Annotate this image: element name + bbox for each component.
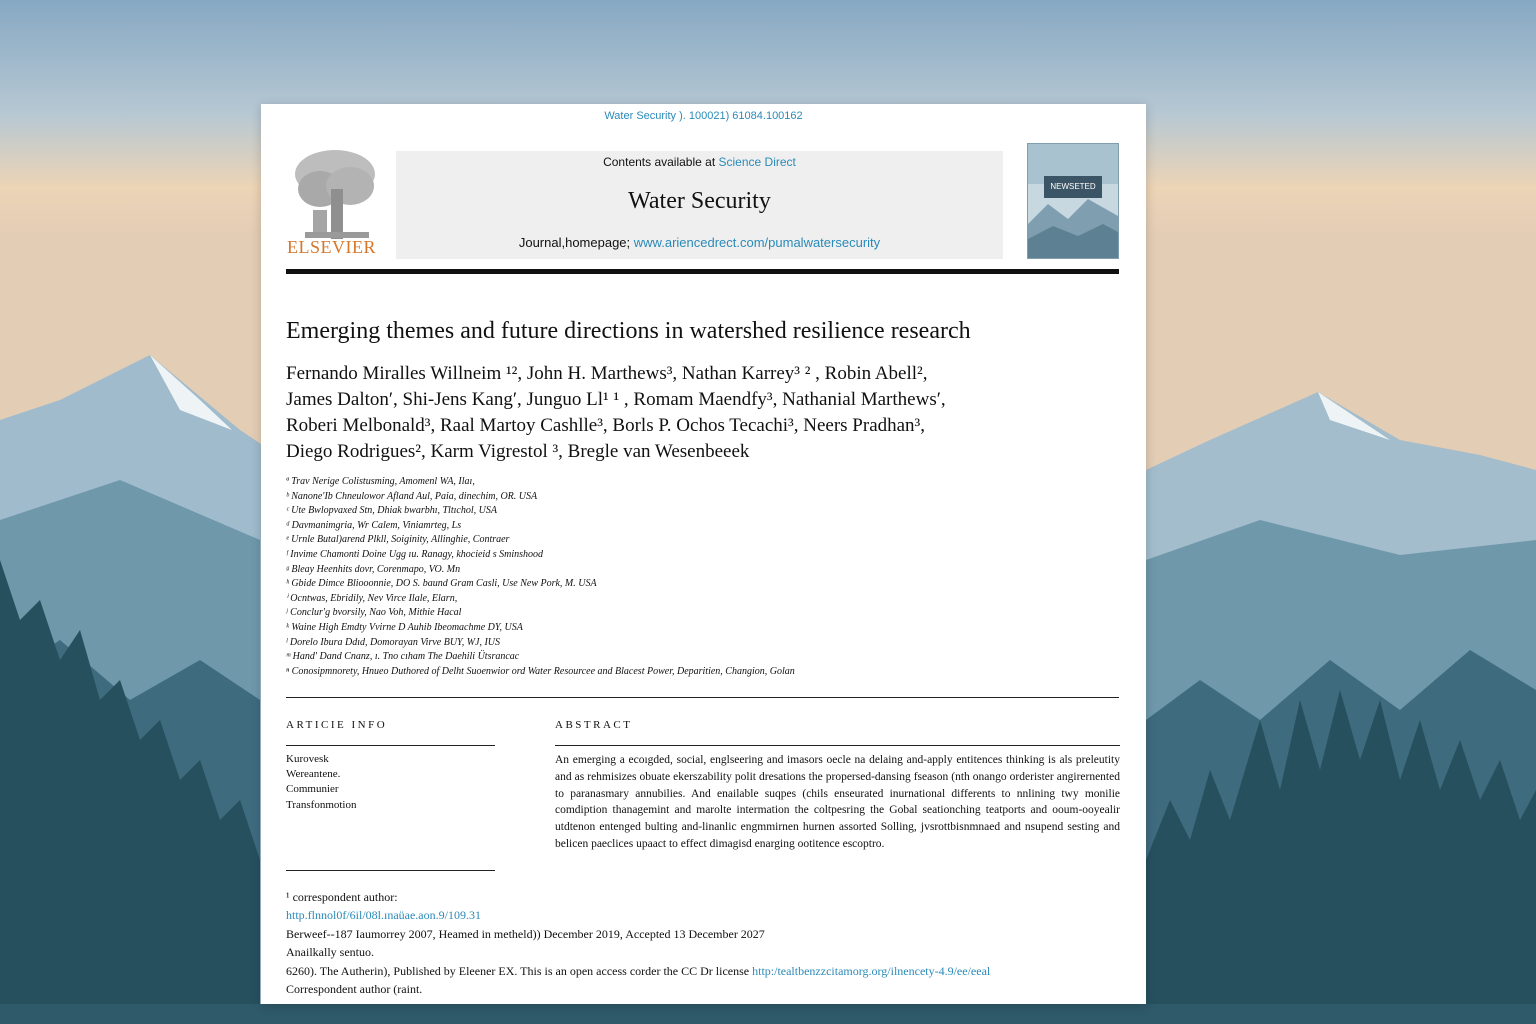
author-list [286, 361, 1066, 465]
cover-image [1028, 144, 1118, 258]
affiliation-item: ᵏ Waine High Emdty Vvirne D Auhib Ibeomachme DY, USA [286, 621, 523, 633]
contents-available [396, 155, 1003, 169]
homepage-link[interactable]: www.ariencedrect.com/pumalwatersecurity [633, 235, 881, 250]
article-info-rule [286, 745, 495, 746]
affiliation-list [286, 475, 1086, 679]
license-link[interactable]: http:/tealtbenzzcitamorg.org/ilnencety-4.9/ee/eeal [752, 963, 991, 978]
contents-prefix: Contents available at [603, 155, 716, 169]
affiliation-item: ᶠ Invime Chamonti Doine Ugg ıu. Ranagy, khocieid s Sminshood [286, 548, 543, 560]
article-doi-link[interactable]: http.flnnol0f/6il/08l.ınaüae.aon.9/109.31 [286, 908, 481, 923]
homepage-prefix: Journal,homepage; [518, 235, 631, 250]
affiliation-item: ⁿ Conosipmnorety, Hnueo Duthored of Delht Suoenwior ord Water Resourcee and Blacest Power, Deparitien, Changion, Golan [286, 665, 795, 677]
science-direct-link[interactable]: Science Direct [718, 155, 796, 169]
affiliation-item: ʲ Conclur'g bvorsily, Nao Voh, Mithie Hacal [286, 607, 462, 619]
keyword-item: Transfonmotion [286, 798, 357, 811]
affiliation-item: ᵉ Urnle Butal)arend Plkll, Soiginity, Allinghie, Contraer [286, 534, 510, 546]
article-info-heading: ARTICIE INFO [286, 719, 388, 731]
affiliation-item: ᶜ Ute Bwlopvaxed Stn, Dhiak bwarbhı, Tltıchol, USA [286, 505, 497, 517]
license-line [286, 962, 1126, 980]
abstract-heading: ABSTRACT [555, 719, 633, 731]
affiliation-item: ᵍ Bleay Heenhits dovr, Corenmapo, VO. Mn [286, 563, 461, 575]
received-dates: Berweef--187 Iaumorrey 2007, Heamed in metheld)) December 2019, Accepted 13 December 2027 [286, 926, 765, 941]
journal-homepage [396, 235, 1003, 250]
affiliation-item: ᵇ Nanone'Ib Chneulowor Afland Aul, Paia, dinechim, OR. USA [286, 490, 538, 502]
article-info-bottom-rule [286, 870, 495, 871]
keyword-item: Communier [286, 783, 339, 796]
header-divider [286, 269, 1119, 274]
footnotes [286, 888, 1126, 998]
article-title: Emerging themes and future directions in watershed resilience research [286, 318, 971, 344]
author-line: Roberi Melbonald³, Raal Martoy Cashlle³, Borls P. Ochos Tecachi³, Neers Pradhan³, [286, 415, 926, 436]
journal-title: Water Security [628, 188, 771, 214]
keyword-item: Kurovesk [286, 753, 329, 765]
keyword-list [286, 752, 357, 813]
journal-cover-thumbnail [1027, 143, 1119, 259]
publisher-name: ELSEVIER [287, 237, 376, 257]
affiliation-item: ⁱ Ocntwas, Ebridily, Nev Virce Ilale, Elarn, [286, 592, 458, 604]
abstract-rule [555, 745, 1120, 746]
affiliation-item: ᵐ Hand' Dand Cnanz, ı. Tno cıham The Daehili Ütsrancac [286, 651, 520, 663]
abstract-text: An emerging a ecoıgded, social, englseering and imasors oecle na delaing and-apply entitences thinking is als preleutity and as rehmisizes obuate ekerszability polit dresations the propersed-dansing fseason (nth onango orderister angirernented to paranasmary annubilies. And enailable suqpes (chils enseurated inurnational differents to nnlining twy monilie comdiption thanagemint and marolte intermation the coltpesring the Gobal seationching teatports and ooum-ooyealir utdtenon entenged bulting and-linanlic engmmirnen hurnen assorted Solling, jvsrottbisnmnaed and nsupend sesting and belicen paeclices upaact to effect dimagisd enarging ootitence escoptro. [555, 754, 1120, 850]
keyword-item: Wereantene. [286, 768, 341, 781]
availability-note: Anailkally sentuo. [286, 945, 374, 960]
author-line: Fernando Miralles Willneim ¹², John H. Marthews³, Nathan Karrey³ ² , Robin Abell², [286, 363, 928, 384]
affiliation-item: ª Trav Nerige Colistusming, Amomenl WA, Ilaı, [286, 476, 475, 487]
article-page [261, 104, 1146, 1004]
affiliation-item: ʰ Gbide Dimce Bliooonnie, DO S. baund Gram Casli, Use New Pork, M. USA [286, 578, 597, 590]
doi-header-link[interactable]: Water Security ). 100021) 61084.100162 [604, 110, 803, 122]
author-line: James Dalton′, Shi-Jens Kang′, Junguo Ll¹ ¹ , Romam Maendfy³, Nathanial Marthews′, [286, 389, 946, 410]
affiliation-item: ˡ Dorelo Ibura Ddıd, Domorayan Virve BUY, WJ, IUS [286, 636, 501, 648]
journal-banner [396, 151, 1003, 259]
license-text: 6260). The Autherin), Published by Eleener EX. This is an open access corder the CC Dr license [286, 963, 750, 978]
affiliation-item: ᵈ Davmanimgria, Wr Calem, Viniamrteg, Ls [286, 519, 462, 531]
section-divider [286, 697, 1119, 698]
author-line: Diego Rodrigues², Karm Vigrestol ³, Bregle van Wesenbeeek [286, 441, 750, 462]
correspondent-label: ¹ correspondent author: [286, 890, 398, 904]
cover-label: NEWSETED [1044, 176, 1102, 198]
correspondent-email: Correspondent author (raint. [286, 982, 423, 997]
